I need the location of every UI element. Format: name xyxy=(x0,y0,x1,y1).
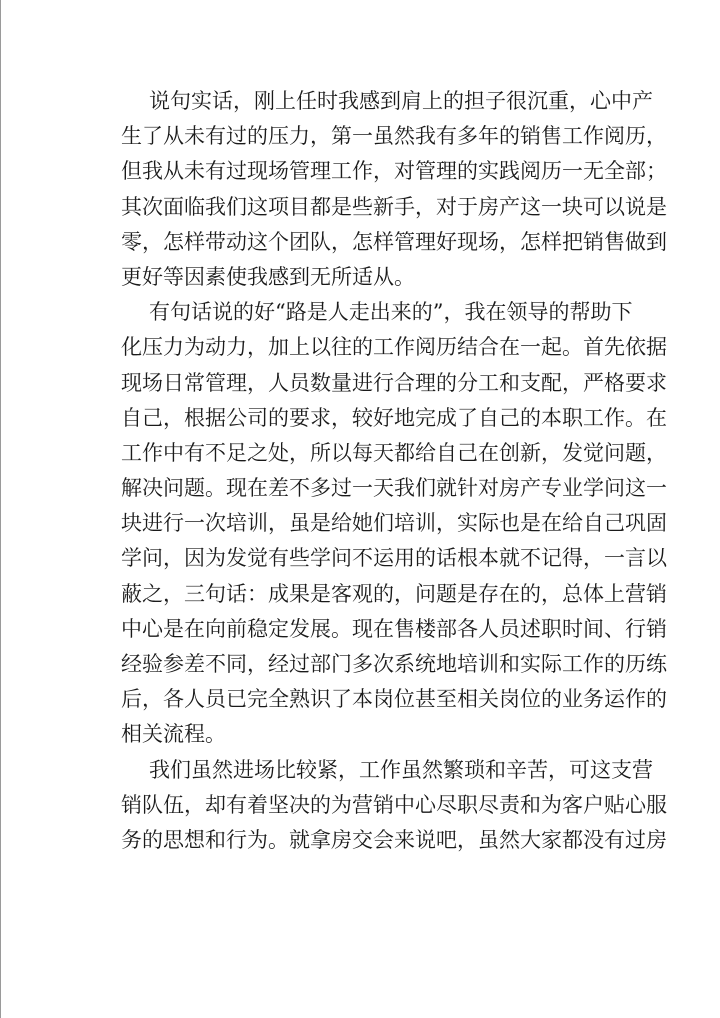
text-line: 有句话说的好“路是人走出来的”，我在领导的帮助下 xyxy=(149,300,633,325)
text-line: 我们虽然进场比较紧，工作虽然繁琐和辛苦，可这支营 xyxy=(149,757,653,782)
text-line: 蔽之，三句话：成果是客观的，问题是存在的，总体上营销 xyxy=(121,581,667,606)
text-line: 块进行一次培训，虽是给她们培训，实际也是在给自己巩固 xyxy=(121,511,667,536)
text-line: 务的思想和行为。就拿房交会来说吧，虽然大家都没有过房 xyxy=(121,827,667,852)
document-body xyxy=(121,84,667,858)
text-line: 零，怎样带动这个团队，怎样管理好现场，怎样把销售做到 xyxy=(121,229,667,254)
text-line: 其次面临我们这项目都是些新手，对于房产这一块可以说是 xyxy=(121,194,667,219)
text-line: 解决问题。现在差不多过一天我们就针对房产专业学问这一 xyxy=(121,476,667,501)
text-line: 说句实话，刚上任时我感到肩上的担子很沉重，心中产 xyxy=(149,89,653,113)
text-line: 学问，因为发觉有些学问不运用的话根本就不记得，一言以 xyxy=(121,546,667,571)
text-line: 但我从未有过现场管理工作，对管理的实践阅历一无全部； xyxy=(121,159,667,184)
text-line: 销队伍，却有着坚决的为营销中心尽职尽责和为客户贴心服 xyxy=(121,792,667,817)
text-line: 相关流程。 xyxy=(121,722,226,747)
text-line: 后，各人员已完全熟识了本岗位甚至相关岗位的业务运作的 xyxy=(121,687,667,712)
paragraph xyxy=(121,295,667,752)
text-line: 中心是在向前稳定发展。现在售楼部各人员述职时间、行销 xyxy=(121,616,667,641)
text-line: 工作中有不足之处，所以每天都给自己在创新，发觉问题， xyxy=(121,440,667,465)
text-line: 化压力为动力，加上以往的工作阅历结合在一起。首先依据 xyxy=(121,335,667,360)
text-line: 现场日常管理，人员数量进行合理的分工和支配，严格要求 xyxy=(121,370,667,395)
text-line: 自己，根据公司的要求，较好地完成了自己的本职工作。在 xyxy=(121,405,667,430)
paragraph xyxy=(121,753,667,859)
text-line: 经验参差不同，经过部门多次系统地培训和实际工作的历练 xyxy=(121,652,667,676)
text-line: 更好等因素使我感到无所适从。 xyxy=(121,264,415,289)
paragraph xyxy=(121,84,667,295)
text-line: 生了从未有过的压力，第一虽然我有多年的销售工作阅历， xyxy=(121,124,667,149)
